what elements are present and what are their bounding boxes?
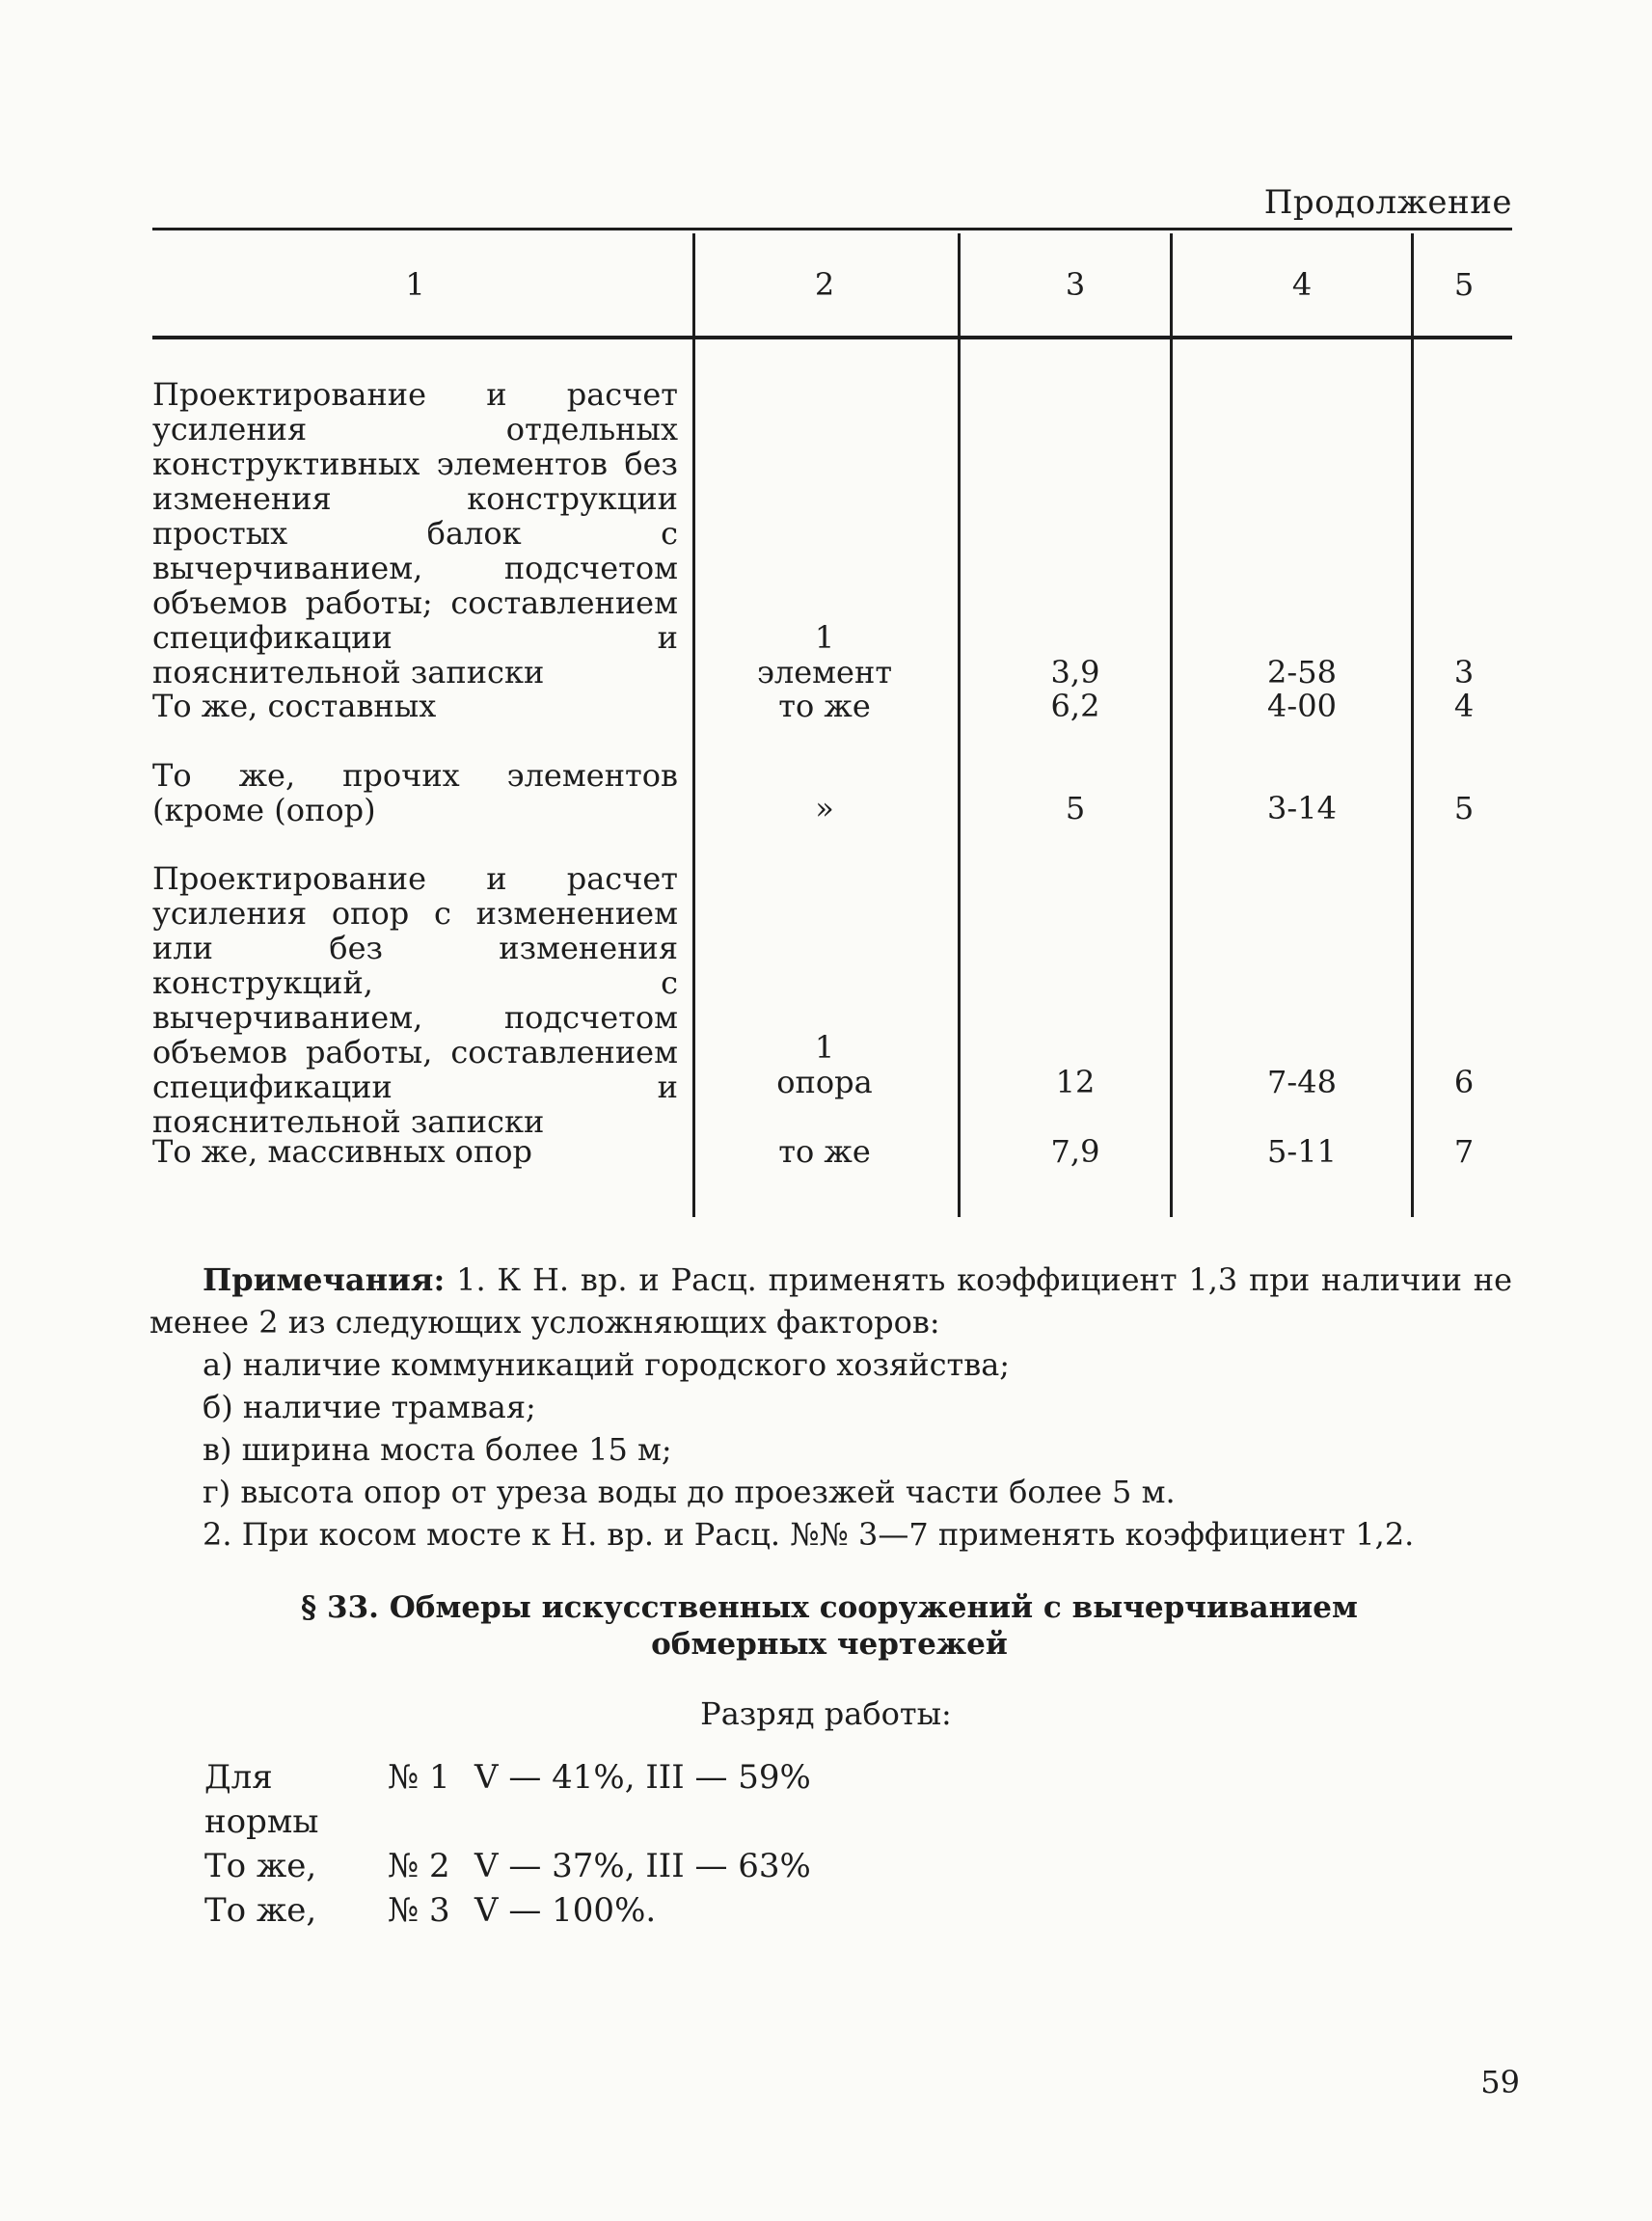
note-item: г) высота опор от уреза воды до проезжей части более 5 м.: [203, 1474, 1176, 1510]
row-col-5: 3: [1453, 654, 1475, 691]
row-unit: опора: [776, 1064, 873, 1100]
notes-label: Примечания:: [203, 1261, 446, 1298]
section-title: [222, 1589, 1437, 1663]
grade-number: № 3: [388, 1891, 450, 1930]
grade-value: V — 37%, III — 63%: [474, 1847, 811, 1885]
note-1-text: 1. К Н. вр. и Расц. применять коэффициент 1,3 при наличии не менее 2 из следующих усложняющих факторов:: [149, 1261, 1513, 1341]
notes-block: [149, 1259, 1512, 1556]
note-2: 2. При косом мосте к Н. вр. и Расц. №№ 3—7 применять коэффициент 1,2.: [203, 1516, 1415, 1553]
grade-label: То же,: [204, 1891, 317, 1930]
grade-number: № 2: [388, 1847, 450, 1885]
row-description: То же, массивных опор: [152, 1133, 533, 1170]
page-number: 59: [1480, 2064, 1520, 2100]
grade-label: То же,: [204, 1847, 317, 1885]
row-col-5: 7: [1453, 1133, 1475, 1170]
column-divider: [1170, 233, 1173, 1217]
note-item: в) ширина моста более 15 м;: [203, 1431, 672, 1468]
row-unit-count: 1: [814, 1029, 835, 1066]
grade-value: V — 41%, III — 59%: [474, 1758, 811, 1797]
row-unit-count: 1: [814, 619, 835, 656]
grades-list: [204, 1755, 811, 1933]
table-header-rule: [152, 336, 1512, 339]
row-unit: то же: [778, 688, 871, 724]
note-1: [149, 1259, 1512, 1343]
column-divider: [958, 233, 961, 1217]
row-description: То же, составных: [152, 688, 437, 724]
grade-value: V — 100%.: [474, 1891, 657, 1930]
row-description: Проектирование и расчет усиления отдельных конструктивных элементов без изменения конструкции простых балок с вычерчиванием, подсчетом объемов работы; составлением спецификации и пояснительной записки: [152, 376, 678, 691]
row-col-3: 3,9: [1050, 654, 1100, 691]
header-col-5: 5: [1453, 266, 1475, 303]
grade-row: [204, 1755, 811, 1844]
row-description: Проектирование и расчет усиления опор с изменением или без изменения конструкций, с вычерчиванием, подсчетом объемов работы, составлением спецификации и пояснительной записки: [152, 860, 678, 1140]
header-col-2: 2: [814, 266, 835, 303]
row-col-4: 7-48: [1267, 1064, 1337, 1100]
row-col-5: 6: [1453, 1064, 1475, 1100]
row-col-5: 4: [1453, 688, 1475, 724]
row-col-3: 7,9: [1050, 1133, 1100, 1170]
row-col-3: 12: [1055, 1064, 1096, 1100]
row-unit: »: [815, 790, 834, 826]
note-item: а) наличие коммуникаций городского хозяйства;: [203, 1346, 1011, 1383]
row-unit: то же: [778, 1133, 871, 1170]
column-divider: [1411, 233, 1414, 1217]
header-col-3: 3: [1065, 266, 1086, 303]
header-col-1: 1: [405, 266, 425, 303]
note-item: б) наличие трамвая;: [203, 1389, 536, 1425]
grade-row: [204, 1844, 811, 1888]
section-title-line: § 33. Обмеры искусственных сооружений с вычерчиванием: [301, 1590, 1358, 1625]
norms-table: [152, 228, 1512, 1223]
row-col-3: 5: [1065, 790, 1086, 826]
grade-number: № 1: [388, 1758, 450, 1797]
header-col-4: 4: [1291, 266, 1313, 303]
grade-label: Для нормы: [204, 1758, 319, 1841]
row-description: То же, прочих элементов (кроме (опор): [152, 757, 678, 828]
continuation-label: Продолжение: [1263, 183, 1512, 222]
row-col-4: 3-14: [1267, 790, 1337, 826]
row-col-4: 4-00: [1267, 688, 1337, 724]
row-col-3: 6,2: [1050, 688, 1100, 724]
row-col-4: 2-58: [1267, 654, 1337, 691]
row-col-5: 5: [1453, 790, 1475, 826]
table-top-rule: [152, 228, 1512, 230]
row-col-4: 5-11: [1267, 1133, 1337, 1170]
category-heading: Разряд работы:: [700, 1695, 952, 1732]
section-title-line: обмерных чертежей: [651, 1627, 1008, 1662]
grade-row: [204, 1888, 811, 1933]
row-unit: элемент: [756, 654, 893, 691]
